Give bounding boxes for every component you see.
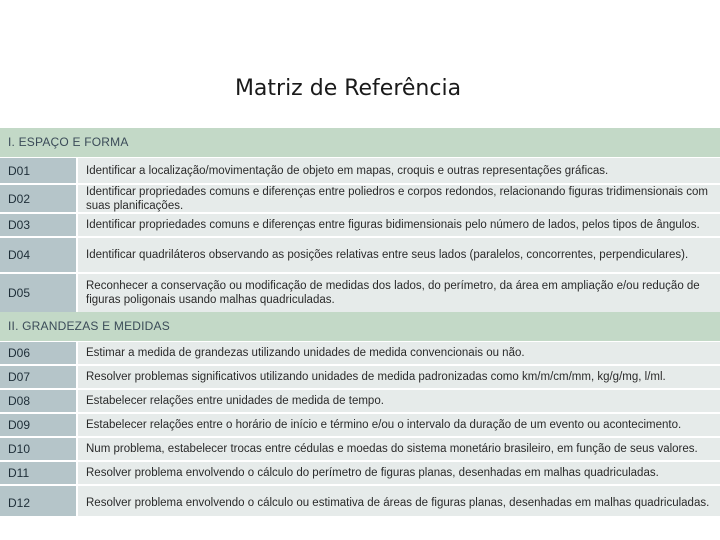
descriptor-code: D02 [0, 185, 76, 212]
table-row [0, 462, 720, 484]
table-row [0, 274, 720, 312]
table-row [0, 238, 720, 272]
descriptor-text: Resolver problemas significativos utilizando unidades de medida padronizadas como km/m/cm/mm, kg/g/mg, l/ml. [78, 366, 720, 388]
descriptor-text: Estabelecer relações entre unidades de medida de tempo. [78, 390, 720, 412]
descriptor-code: D12 [0, 486, 76, 516]
descriptor-text: Resolver problema envolvendo o cálculo ou estimativa de áreas de figuras planas, desenhadas em malhas quadriculadas. [78, 486, 720, 516]
table-row [0, 414, 720, 436]
table-row [0, 158, 720, 183]
table-row [0, 438, 720, 460]
table-row [0, 390, 720, 412]
section-heading-espaco-forma: I. ESPAÇO E FORMA [0, 128, 720, 157]
table-row [0, 342, 720, 364]
descriptor-code: D04 [0, 238, 76, 272]
descriptor-code: D09 [0, 414, 76, 436]
reference-matrix-table [0, 128, 720, 516]
descriptor-text: Reconhecer a conservação ou modificação de medidas dos lados, do perímetro, da área em ampliação e/ou redução de figuras poligonais usando malhas quadriculadas. [78, 274, 720, 312]
section-heading-grandezas-medidas: II. GRANDEZAS E MEDIDAS [0, 312, 720, 341]
descriptor-text: Estimar a medida de grandezas utilizando unidades de medida convencionais ou não. [78, 342, 720, 364]
descriptor-code: D10 [0, 438, 76, 460]
descriptor-text: Identificar propriedades comuns e diferenças entre figuras bidimensionais pelo número de lados, pelos tipos de ângulos. [78, 214, 720, 236]
descriptor-code: D05 [0, 274, 76, 312]
table-row [0, 185, 720, 212]
table-row [0, 214, 720, 236]
descriptor-code: D06 [0, 342, 76, 364]
descriptor-text: Resolver problema envolvendo o cálculo do perímetro de figuras planas, desenhadas em malhas quadriculadas. [78, 462, 720, 484]
table-row [0, 366, 720, 388]
descriptor-text: Num problema, estabelecer trocas entre cédulas e moedas do sistema monetário brasileiro, em função de seus valores. [78, 438, 720, 460]
descriptor-text: Identificar propriedades comuns e diferenças entre poliedros e corpos redondos, relacionando figuras tridimensionais com suas planificações. [78, 185, 720, 212]
descriptor-code: D07 [0, 366, 76, 388]
page-title: Matriz de Referência [234, 76, 462, 101]
descriptor-code: D11 [0, 462, 76, 484]
descriptor-code: D01 [0, 158, 76, 183]
table-row [0, 486, 720, 516]
descriptor-text: Identificar a localização/movimentação de objeto em mapas, croquis e outras representações gráficas. [78, 158, 720, 183]
descriptor-code: D08 [0, 390, 76, 412]
descriptor-text: Estabelecer relações entre o horário de início e término e/ou o intervalo da duração de um evento ou acontecimento. [78, 414, 720, 436]
descriptor-code: D03 [0, 214, 76, 236]
descriptor-text: Identificar quadriláteros observando as posições relativas entre seus lados (paralelos, concorrentes, perpendiculares). [78, 238, 720, 272]
